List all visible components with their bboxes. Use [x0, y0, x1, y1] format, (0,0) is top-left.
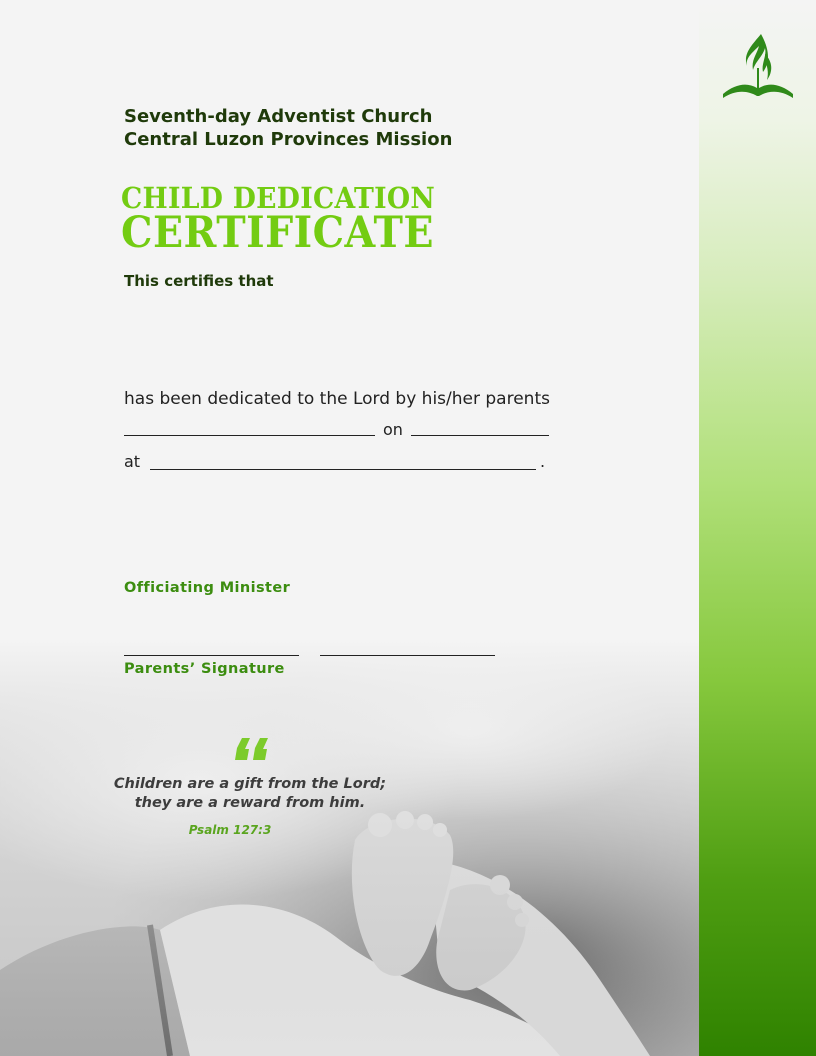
quote-reference: Psalm 127:3: [188, 823, 272, 837]
period-mark: .: [540, 452, 546, 471]
quotation-mark-icon: [234, 736, 270, 762]
org-line-1: Seventh-day Adventist Church: [124, 106, 433, 127]
green-gradient-band: [699, 0, 816, 1056]
certifies-text: This certifies that: [124, 272, 274, 290]
dedicated-text: has been dedicated to the Lord by his/her parents: [124, 389, 550, 409]
title-line-1: CHILD DEDICATION: [121, 181, 436, 215]
on-label: on: [383, 420, 403, 439]
quote-line-2: they are a reward from him.: [134, 795, 366, 811]
bible-quote: [110, 775, 390, 813]
parent-signature-line-2: [320, 655, 495, 656]
parents-signature-label: Parents’ Signature: [124, 661, 285, 677]
at-label: at: [124, 452, 141, 471]
baby-feet-photo: [0, 640, 699, 1056]
date-line: [411, 435, 549, 436]
org-line-2: Central Luzon Provinces Mission: [124, 129, 453, 150]
place-line: [150, 469, 536, 470]
parent-signature-line-1: [124, 655, 299, 656]
quote-line-1: Children are a gift from the Lord;: [113, 776, 387, 792]
title-line-2: CERTIFICATE: [121, 208, 435, 258]
parents-name-line: [124, 435, 375, 436]
minister-label: Officiating Minister: [124, 580, 291, 596]
organization-name: [124, 105, 452, 151]
adventist-logo-icon: [721, 32, 795, 100]
